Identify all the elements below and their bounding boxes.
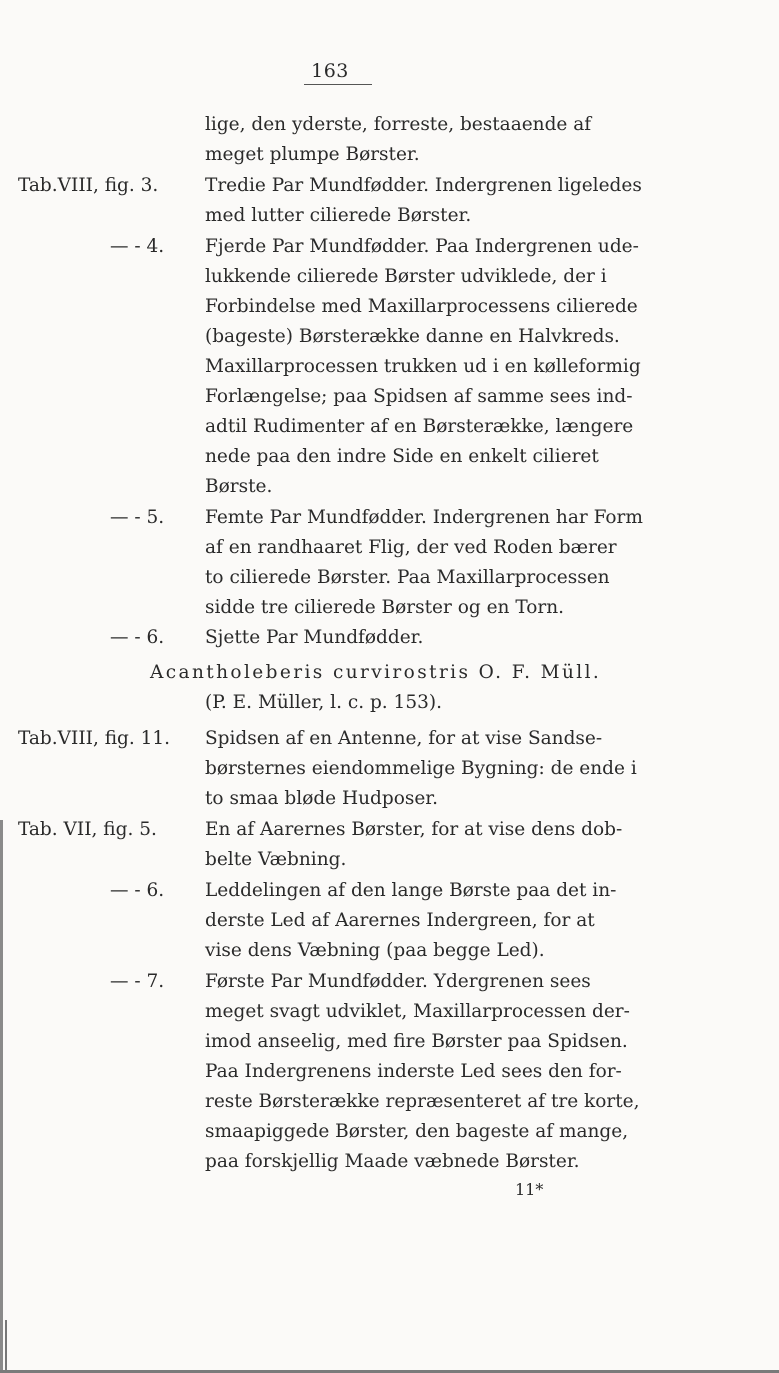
page-number-rule [304,84,372,85]
text-line: vise dens Væbning (paa begge Led). [205,940,545,961]
text-line: af en randhaaret Flig, der ved Roden bærer [205,537,617,558]
text-line: Tredie Par Mundfødder. Indergrenen ligeledes [205,175,642,196]
text-line: (P. E. Müller, l. c. p. 153). [205,692,442,713]
figure-reference: — - 6. [110,880,165,901]
text-line: adtil Rudimenter af en Børsterække, længere [205,416,634,437]
text-line: Femte Par Mundfødder. Indergrenen har Form [205,507,643,528]
text-line: Forbindelse med Maxillarprocessens cilierede [205,296,638,317]
text-line: belte Væbning. [205,849,347,870]
text-line: meget plumpe Børster. [205,144,420,165]
text-line: meget svagt udviklet, Maxillarprocessen der- [205,1001,630,1022]
text-line: Leddelingen af den lange Børste paa det in- [205,880,617,901]
figure-reference: Tab.VIII, fig. 11. [18,728,171,749]
text-line: reste Børsterække repræsenteret af tre korte, [205,1091,640,1112]
figure-reference: Tab. VII, fig. 5. [18,819,157,840]
figure-reference: — - 7. [110,971,165,992]
text-line: sidde tre cilierede Børster og en Torn. [205,597,565,618]
text-line: Sjette Par Mundfødder. [205,627,424,648]
text-line: imod anseelig, med fire Børster paa Spidsen. [205,1031,628,1052]
figure-reference: — - 6. [110,627,165,648]
text-line: Første Par Mundfødder. Ydergrenen sees [205,971,591,992]
species-heading: Acantholeberis curvirostris O. F. Müll. [150,662,602,683]
scan-edge [0,820,3,1373]
text-line: Forlængelse; paa Spidsen af samme sees ind- [205,386,633,407]
text-line: Spidsen af en Antenne, for at vise Sandse- [205,728,603,749]
text-line: Børste. [205,476,273,497]
text-line: med lutter cilierede Børster. [205,205,472,226]
figure-reference: — - 4. [110,236,165,257]
text-line: Maxillarprocessen trukken ud i en kølleformig [205,356,641,377]
text-line: lukkende cilierede Børster udviklede, der i [205,266,607,287]
figure-reference: — - 5. [110,507,165,528]
text-line: smaapiggede Børster, den bageste af mange, [205,1121,629,1142]
text-line: to smaa bløde Hudposer. [205,788,439,809]
text-line: Fjerde Par Mundfødder. Paa Indergrenen ude- [205,236,639,257]
signature-mark: 11* [515,1180,544,1199]
text-line: nede paa den indre Side en enkelt cilieret [205,446,599,467]
figure-reference: Tab.VIII, fig. 3. [18,175,159,196]
text-line: lige, den yderste, forreste, bestaaende af [205,114,592,135]
page-number: 163 [311,60,349,82]
text-line: derste Led af Aarernes Indergreen, for at [205,910,595,931]
scan-edge [5,1320,7,1370]
text-line: paa forskjellig Maade væbnede Børster. [205,1151,580,1172]
text-line: En af Aarernes Børster, for at vise dens dob- [205,819,623,840]
text-line: to cilierede Børster. Paa Maxillarprocessen [205,567,610,588]
text-line: (bageste) Børsterække danne en Halvkreds. [205,326,620,347]
text-line: Paa Indergrenens inderste Led sees den for- [205,1061,622,1082]
text-line: børsternes eiendommelige Bygning: de ende i [205,758,637,779]
